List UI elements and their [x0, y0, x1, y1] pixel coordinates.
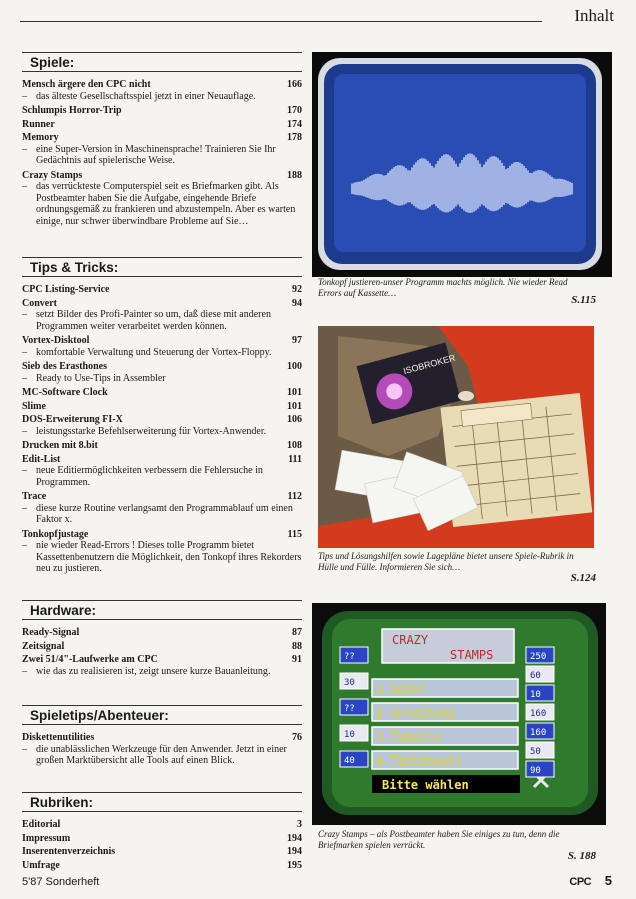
- entry-title: Mensch ärgere den CPC nicht: [22, 79, 151, 90]
- entry-page: 91: [292, 654, 302, 665]
- entry-page: 100: [287, 361, 302, 372]
- toc-entry: [22, 335, 302, 358]
- section-heading: Spiele:: [22, 52, 302, 72]
- entry-description: – nie wieder Read-Errors ! Dieses tolle Programm bietet Kassettenbenutzern die Möglichkeit, den Tonkopf ihres Rekorders neu zu justieren.: [22, 540, 302, 575]
- entry-description: – setzt Bilder des Profi-Painter so um, daß diese mit anderen Programmen weiter verarbeitet werden können.: [22, 309, 302, 332]
- entry-description: – komfortable Verwaltung und Steuerung der Vortex-Floppy.: [22, 347, 302, 359]
- section-abenteuer: [22, 705, 302, 770]
- stamp-value: 250: [530, 652, 547, 662]
- box-art-label: ISOBROKER: [402, 352, 457, 377]
- section-heading: Tips & Tricks:: [22, 257, 302, 277]
- toc-entry: [22, 491, 302, 526]
- entry-list: [22, 732, 302, 767]
- stamp-value: 10: [344, 730, 355, 740]
- entry-title: Schlumpis Horror-Trip: [22, 105, 122, 116]
- section-heading: Rubriken:: [22, 792, 302, 812]
- entry-page: 87: [292, 627, 302, 638]
- stamp-value: ??: [344, 652, 355, 662]
- game-title-line1: CRAZY: [392, 633, 429, 647]
- toc-entry: [22, 401, 302, 413]
- header-rule: [20, 21, 542, 22]
- page-number: 5: [604, 873, 612, 888]
- footer-brand-page: [569, 873, 612, 888]
- entry-page: 188: [287, 169, 302, 181]
- entry-description: – diese kurze Routine verlangsamt den Programmablauf um einen Faktor x.: [22, 503, 302, 526]
- toc-entry: [22, 641, 302, 653]
- section-spiele: [22, 52, 302, 230]
- entry-title: Editorial: [22, 819, 61, 830]
- toc-entry: [22, 284, 302, 296]
- entry-page: 88: [292, 640, 302, 652]
- section-hardware: [22, 600, 302, 680]
- entry-title: Vortex-Disktool: [22, 335, 90, 346]
- entry-title: Zeitsignal: [22, 640, 65, 652]
- toc-entry: [22, 170, 302, 228]
- stamp-value: 160: [530, 728, 547, 738]
- entry-page: 115: [287, 528, 302, 540]
- entry-description: – leistungsstarke Befehlserweiterung für Vortex-Anwender.: [22, 426, 302, 438]
- tape-head-screen-photo: [312, 52, 612, 277]
- stamp-value: 10: [530, 690, 541, 700]
- toc-entry: [22, 119, 302, 131]
- stamp-value: 30: [344, 678, 355, 688]
- entry-description: – neue Editiermöglichkeiten verbessern die Fehlersuche in Programmen.: [22, 465, 302, 488]
- entry-title: Slime: [22, 400, 46, 412]
- entry-page: 97: [292, 335, 302, 346]
- toc-entry: [22, 627, 302, 639]
- issue-label: 5'87 Sonderheft: [22, 876, 100, 888]
- entry-page: 101: [287, 400, 302, 412]
- caption-three: Crazy Stamps – als Postbeamter haben Sie einiges zu tun, denn die Briefmarken spielen verrückt.: [318, 829, 560, 850]
- toc-entry: [22, 387, 302, 399]
- entry-title: MC-Software Clock: [22, 387, 108, 398]
- entry-list: [22, 627, 302, 677]
- entry-title: Tonkopfjustage: [22, 528, 89, 540]
- toc-entry: [22, 440, 302, 452]
- entry-description: – Ready to Use-Tips in Assembler: [22, 373, 302, 385]
- entry-page: 194: [287, 832, 302, 844]
- entry-title: DOS-Erweiterung FI-X: [22, 414, 123, 425]
- entry-page: 194: [287, 846, 302, 857]
- entry-title: Sieb des Erasthones: [22, 361, 108, 372]
- toc-entry: [22, 732, 302, 767]
- stamp-value: ??: [344, 704, 355, 714]
- entry-description: – das älteste Gesellschaftsspiel jetzt in einer Neuauflage.: [22, 91, 302, 103]
- caption-two: Tips und Lösungshilfen sowie Lagepläne bietet unsere Spiele-Rubrik in Hülle und Fülle. Informieren Sie sich…: [318, 551, 574, 572]
- toc-entry: [22, 414, 302, 437]
- entry-title: Edit-List: [22, 453, 61, 465]
- toc-entry: [22, 105, 302, 117]
- entry-page: 170: [287, 105, 302, 116]
- entry-page: 112: [287, 491, 302, 502]
- entry-page: 108: [287, 440, 302, 451]
- page-ref-one: S.115: [571, 294, 596, 306]
- toc-entry: [22, 833, 302, 845]
- toc-entry: [22, 860, 302, 872]
- entry-title: Diskettenutilities: [22, 732, 95, 743]
- section-rubriken: [22, 792, 302, 873]
- toc-entry: [22, 361, 302, 384]
- entry-page: 166: [287, 79, 302, 90]
- game-prompt: Bitte wählen: [382, 778, 469, 792]
- entry-page: 106: [287, 414, 302, 425]
- stamp-value: 160: [530, 709, 547, 719]
- toc-entry: [22, 298, 302, 333]
- brand-logo: CPC: [569, 876, 592, 888]
- adventure-materials-photo: [318, 326, 594, 548]
- section-tips: [22, 257, 302, 578]
- toc-entry: [22, 819, 302, 831]
- toc-entry: [22, 79, 302, 102]
- entry-page: 101: [287, 387, 302, 398]
- entry-title: Convert: [22, 297, 57, 309]
- entry-title: Crazy Stamps: [22, 169, 83, 181]
- entry-list: [22, 284, 302, 575]
- entry-page: 174: [287, 118, 302, 130]
- toc-entry: [22, 454, 302, 489]
- entry-page: 195: [287, 859, 302, 871]
- entry-description: – das verrückteste Computerspiel seit es Briefmarken gibt. Als Postbeamter haben Sie die Aufgabe, eingehende Briefe ordnungsgemäß zu frankieren und abzustempeln. Aber es warten einige, nur schwer überwindbare Probleme auf Sie…: [22, 181, 302, 227]
- entry-title: Memory: [22, 132, 59, 143]
- entry-description: – die unablässlichen Werkzeuge für den Anwender. Jetzt in einer großen Marktübersicht alle Tools auf einen Blick.: [22, 744, 302, 767]
- menu-option[interactable]: 4-Tastenwahl: [376, 754, 463, 768]
- entry-page: 178: [287, 132, 302, 143]
- entry-page: 76: [292, 732, 302, 743]
- section-heading: Spieletips/Abenteuer:: [22, 705, 302, 725]
- entry-list: [22, 819, 302, 871]
- stamp-value: 50: [530, 747, 541, 757]
- toc-entry: [22, 846, 302, 858]
- entry-page: 3: [297, 819, 302, 830]
- caption-one: Tonkopf justieren-unser Programm machts möglich. Nie wieder Read Errors auf Kassette…: [318, 277, 568, 298]
- entry-description: – eine Super-Version in Maschinensprache! Trainieren Sie Ihr Gedächtnis auf spielerische Weise.: [22, 144, 302, 167]
- entry-page: 92: [292, 284, 302, 295]
- page-title: Inhalt: [574, 6, 614, 25]
- entry-title: Trace: [22, 491, 47, 502]
- menu-option[interactable]: 3-Tabelle: [376, 730, 442, 744]
- toc-entry: [22, 654, 302, 677]
- entry-title: Inserentenverzeichnis: [22, 846, 116, 857]
- page-ref-three: S. 188: [567, 850, 596, 862]
- entry-list: [22, 79, 302, 227]
- game-title-line2: STAMPS: [450, 648, 494, 662]
- toc-entry: [22, 529, 302, 575]
- entry-title: Zwei 51/4"-Laufwerke am CPC: [22, 654, 158, 665]
- entry-description: – wie das zu realisieren ist, zeigt unsere kurze Bauanleitung.: [22, 666, 302, 678]
- toc-entry: [22, 132, 302, 167]
- page-ref-two: S.124: [570, 572, 596, 584]
- entry-page: 94: [292, 297, 302, 309]
- stamp-value: 40: [344, 756, 355, 766]
- menu-option[interactable]: 1-Spiel: [376, 682, 427, 696]
- entry-title: Runner: [22, 118, 55, 130]
- crazy-stamps-screen-photo: [312, 603, 606, 825]
- menu-option[interactable]: 2-Anleitung: [376, 706, 456, 720]
- stamp-value: 60: [530, 671, 541, 681]
- entry-title: Umfrage: [22, 859, 60, 871]
- entry-title: CPC Listing-Service: [22, 284, 110, 295]
- entry-page: 111: [288, 453, 302, 465]
- entry-title: Impressum: [22, 832, 71, 844]
- entry-title: Ready-Signal: [22, 627, 80, 638]
- entry-title: Drucken mit 8.bit: [22, 440, 98, 451]
- section-heading: Hardware:: [22, 600, 302, 620]
- stamp-value: 90: [530, 766, 541, 776]
